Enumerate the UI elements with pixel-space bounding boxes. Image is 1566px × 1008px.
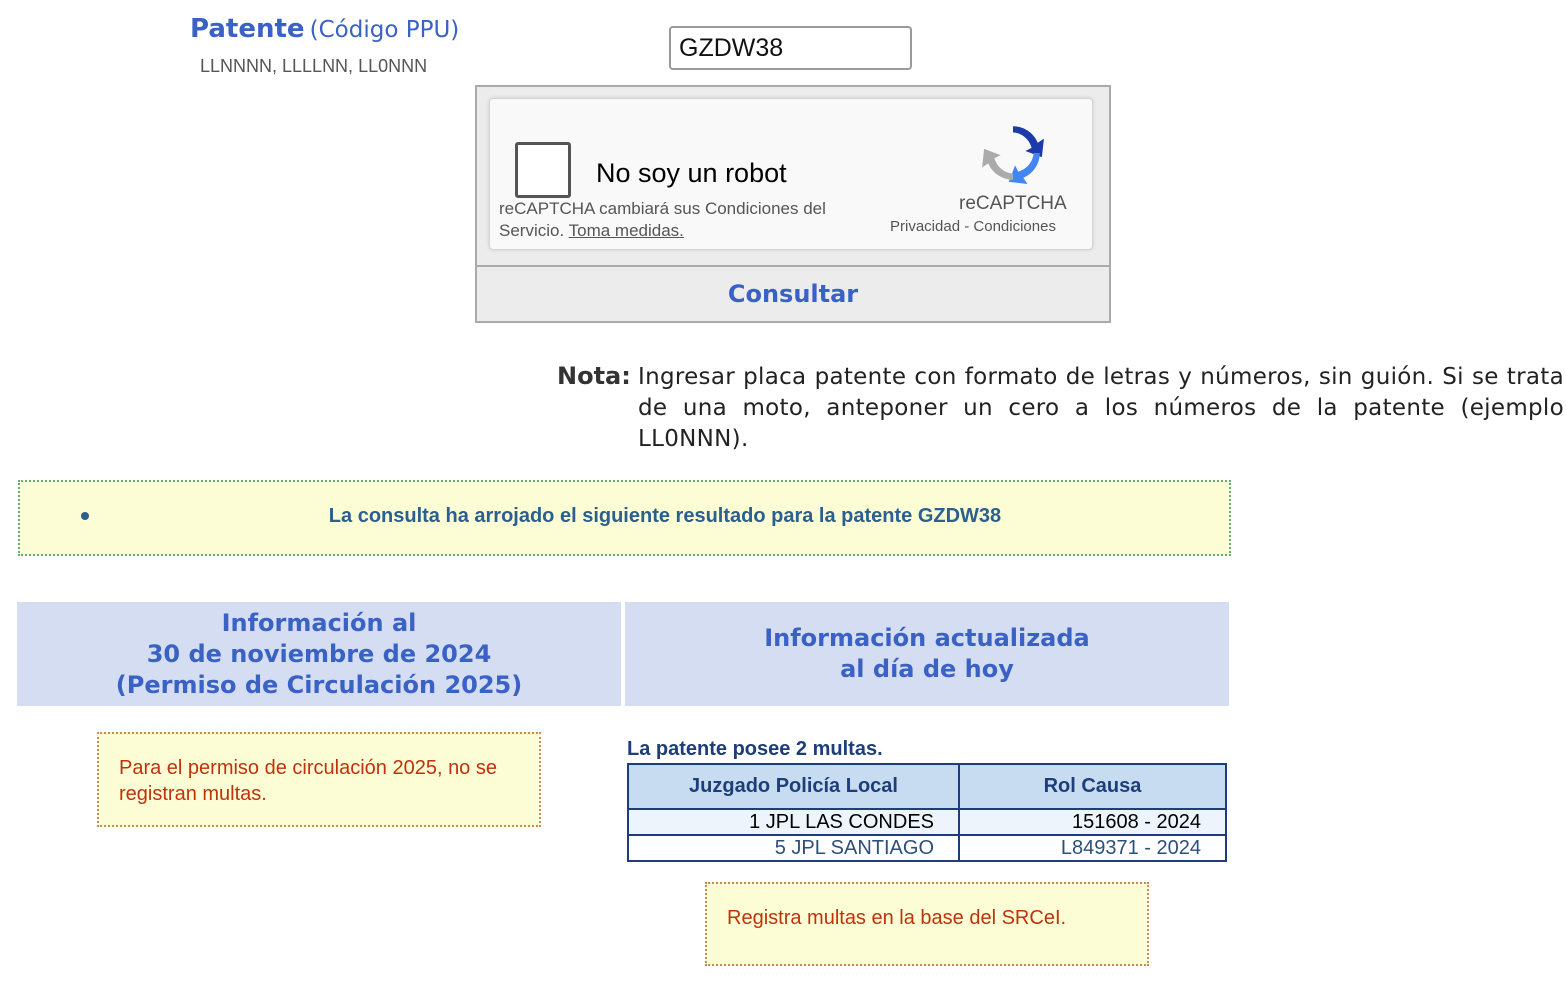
recaptcha-privacy-link[interactable]: Privacidad: [890, 218, 961, 235]
header-info-cutoff: [17, 602, 621, 706]
header-info-today: [625, 602, 1229, 706]
notice-srcei: Registra multas en la base del SRCeI.: [705, 882, 1149, 966]
header-right-line2: al día de hoy: [840, 655, 1014, 683]
cell-rol: 151608 - 2024: [959, 809, 1226, 835]
multas-count-title: La patente posee 2 multas.: [627, 738, 883, 760]
consultar-button[interactable]: Consultar: [477, 267, 1109, 321]
column-header-juzgado: Juzgado Policía Local: [628, 764, 959, 809]
recaptcha-terms-link[interactable]: Toma medidas.: [568, 221, 684, 240]
header-left-line3: (Permiso de Circulación 2025): [115, 670, 523, 699]
table-row: [628, 809, 1226, 835]
recaptcha-terms-text: reCAPTCHA cambiará sus Condiciones del Servicio.: [499, 199, 826, 240]
nota-text: Ingresar placa patente con formato de letras y números, sin guión. Si se trata de una moto, anteponer un cero a los números de la patente (ejemplo LL0NNN).: [638, 364, 1564, 452]
recaptcha-conditions-link[interactable]: Condiciones: [973, 218, 1056, 235]
recaptcha-label: No soy un robot: [596, 158, 787, 188]
patente-format-hint: LLNNNN, LLLLNN, LL0NNN: [200, 56, 428, 76]
patente-label: [190, 14, 459, 44]
bullet-icon: [81, 512, 89, 520]
recaptcha-links-separator: -: [964, 218, 970, 235]
table-header-row: [628, 764, 1226, 809]
recaptcha-checkbox[interactable]: [515, 142, 571, 198]
recaptcha-terms: [499, 198, 859, 242]
recaptcha-brand: reCAPTCHA: [959, 193, 1067, 214]
recaptcha-links: [890, 218, 1056, 235]
multas-table: [627, 763, 1227, 862]
patente-code-hint: (Código PPU): [309, 17, 460, 43]
header-left-line2: 30 de noviembre de 2024: [146, 639, 492, 668]
header-left-line1: Información al: [221, 608, 417, 637]
header-right-line1: Información actualizada: [764, 624, 1090, 652]
result-message: La consulta ha arrojado el siguiente resultado para la patente GZDW38: [328, 505, 1002, 527]
column-header-rol: Rol Causa: [959, 764, 1226, 809]
cell-juzgado: 5 JPL SANTIAGO: [628, 835, 959, 861]
plate-input[interactable]: [669, 26, 912, 70]
notice-no-multas: Para el permiso de circulación 2025, no se registran multas.: [97, 732, 541, 827]
table-row: [628, 835, 1226, 861]
recaptcha-logo-icon: [980, 120, 1046, 186]
cell-juzgado: 1 JPL LAS CONDES: [628, 809, 959, 835]
nota-label: Nota:: [557, 362, 631, 390]
cell-rol: L849371 - 2024: [959, 835, 1226, 861]
patente-title: Patente: [190, 14, 305, 44]
